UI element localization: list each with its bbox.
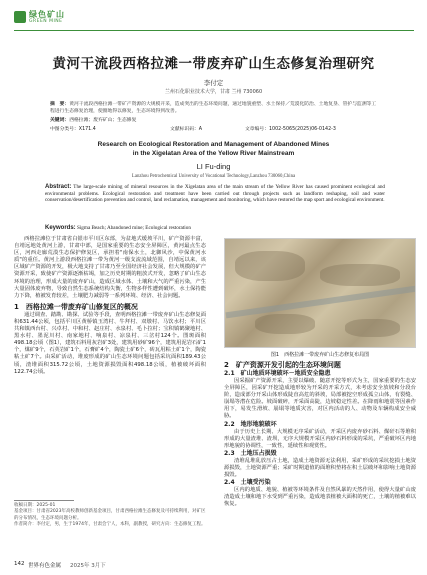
intro-paragraph: 西格拉滩位于甘肃省白银市平川区东部，为盆地式缓坡平川，矿产资源丰富，自靖远地处黄河上游，甘肃中部，是国家重要的生态安全屏障区，黄河最点生态区，河西走廊荒漠生态保护修复区，承担着"南保水土，北御风沙，中保黄河水质"的重任。黄河上游段西格拉滩一带为黄河一级支流流域范围，自靖远以来，该区域矿产资源的开发，极大地支持了甘肃乃至全国经济社会发展，但大规模的矿产资源开采，致使矿产资源逐渐枯竭，加之历史时期的粗放式开发，忽略了矿山生态环境的治理，形成大量的废弃矿山，造成区域水体、土壤和大气的严重污染，产生大量固体废弃物，导致自然生态系统结构失衡，生物多样性遭到破坏，水土保持能力下降，植被发育较差，土壤肥力减弱等一系列环境、经济、社会问题。 [14,236,206,299]
section-2-2-heading: 2.2 地形地貌破坏 [224,420,277,428]
section-1-heading: 1 西格拉滩一带废弃矿山修复区的概况 [14,302,138,311]
journal-logo-icon [14,11,26,23]
section-2-3-heading: 2.3 土地压占损毁 [224,449,277,457]
magazine-name: 世界有色金属 [28,563,62,569]
abstract-en-label: Abstract: [45,184,72,190]
abstract-cn [50,101,380,115]
author-bio: 作者简介：李付定，男，生于1974年，甘肃会宁人，本科，副教授，研究方向：生态修复工程。 [14,521,206,527]
paper-title-en-line2: in the Xigelatan Area of the Yellow River Mainstream [132,149,295,157]
section-2-1-paragraph: 因采掘矿产资源开采，主要以爆破、随意开挖等形式为主，国家重要的生态安全屏障区，因采矿开挖造成地形较为开采的开采方式，未考虑安全放坡和分段台阶，造成部分开采山体形成陡直高危的斜坡，局部被挖空形成孤立山体，有裂缝、崩塌等潜在危险。坡面破碎，开采面高陡，边坡稳定性差。在降雨和地震等因素作用下，易发生滑坡、崩塌等地质灾害，对区内活动的人、动物及车辆构成安全威胁。 [224,378,416,420]
keywords-en-label: Keywords: [45,225,76,231]
keywords-cn-label: 关键词： [50,118,70,123]
left-column [14,236,206,376]
figure-1-caption: 图1 西格拉滩一带废弃矿山生态修复布局图 [270,352,370,358]
paper-title-en [0,141,427,158]
paper-title-en-line1: Research on Ecological Restoration and Management of Abandoned Mines [97,141,330,148]
section-1-paragraph: 通过调查、踏勘、勘探、试验等手段，查明西格拉滩一带废弃矿山生态修复面积631.44公顷，包括平川区黄桥镇玉湾村、牛拜村、双墩村、马饮水村；平川区共和镇西台村、兴卓村、中和村、赵庄村、水泉村、毛卜拉村；宝积镇鹤聚地村、黑水村、墨泥川村、南家地村、响泉村、凉泉村、三岔村124个。图斑面积498.18公顷（图1），建筑石料用灰岩矿3处，建筑用砂矿96个，建筑用泥岩石矿1个，煤矿9个，石英岩矿1个，石膏矿4个，陶瓷土矿6个，砖瓦用粘土矿1个，陶瓷粘土矿7个。由采矿活动，堆废形成的矿山生态环境问题包括采坑面积189.43公顷，渣堆面积315.72公顷，土地资源损毁面积498.18公顷，植被破坏面积122.74公顷。 [14,311,206,375]
abstract-cn-text: 黄河干流段西格拉滩一带矿产资源的大规模开采，造成突出的生态环境问题，通过地貌重塑、水土保持／荒漠化防治、土地复垦、管护与监测等工程进行生态修复治理，使圈地得以修复，生态环境得到改善。 [50,102,377,114]
paper-title-cn: 黄河干流段西格拉滩一带废弃矿山生态修复治理研究 [52,56,375,72]
column-title: 绿色矿山 [29,10,65,19]
running-header [14,8,414,30]
footnote-rule [14,500,74,501]
fund-info: 基金项目：甘肃省2023年高校教师创新基金项目，甘肃西格拉滩生态修复及可持续利用，对矿区的分布情况，生态环境问题分析。 [14,509,206,521]
issue-date: 2025年 3月下 [70,563,106,569]
section-2-4-heading: 2.4 土壤受污染 [224,479,271,487]
section-2-1-heading: 2.1 矿山地质环境破坏－地质安全隐患 [224,370,331,377]
keywords-en [45,225,385,231]
abstract-en [45,184,385,204]
right-column [224,361,416,508]
document-code: 文献标识码：A [170,127,203,132]
section-2-4-paragraph: 区内的地质、地貌、植被等环境条件及自然风暴的天然作用，使得大量矿山废渣造成土壤和地下水受到严重污染，造成地表植被大面积的死亡，土壤的植被难以恢复。 [224,487,416,508]
keywords-en-text: Sigma Beach; Abandoned mine; Ecological restoration [76,225,191,231]
author-cn: 李付定 [203,79,224,87]
section-2-2-paragraph: 由于历史上长期、大规模无序采矿活动，开采区内废弃砂石料、煤矸石等堆积形成的大量渣堆、渣坝，无序大规模开采区内砂石料形成的采坑，严重破坏区内地形地貌的协调性，一致性，延续性和观赏性。 [224,428,416,449]
keywords-cn [50,117,380,124]
affiliation-cn: 兰州石化职业技术大学，甘肃 兰州 730060 [164,89,263,95]
abstract-en-text: The large-scale mining of mineral resources in the Xigelatan area of the main stream of the Yellow River has caused prominent ecological and environmental problems. Ecological restoration and treatment have been carried out through projects such as landform reshaping, soil and water conservation/desertification prevention and control, land reclamation, management and monitoring, which have restored the map sport and ecological environment. [45,184,386,204]
clc-number: 中图分类号：X171.4 [50,127,96,132]
received-date: 收稿日期：2025-01 [14,503,56,508]
page-number: 142 [14,561,25,567]
keywords-cn-text: 西格拉滩；废弃矿山；生态修复 [69,118,137,123]
affiliation-en: Lanzhou Petrochemical University of Vocational Technology,Lanzhou 730060,China [131,174,296,179]
column-subtitle: GREEN MINE [29,19,63,24]
abstract-cn-label: 摘 要： [50,102,70,107]
article-number: 文章编号：1002-5065(2025)06-0142-3 [245,127,336,132]
section-2-heading: 2 矿产资源开发引起的生态环境问题 [224,361,341,369]
section-2-3-paragraph: 渣堆乱堆乱放压占土地，造成土地资源无法利用，采矿形成的采坑挖损土地资源损毁，土地资源严重；采矿时期道值的面堆积垫将在积土层破坏和影响土地资源损毁。 [224,457,416,479]
footnote [14,503,206,528]
classification-line [50,125,380,133]
author-en: LI Fu-ding [196,162,231,171]
figure-1-map-image [224,238,416,348]
header-rule [14,30,414,31]
